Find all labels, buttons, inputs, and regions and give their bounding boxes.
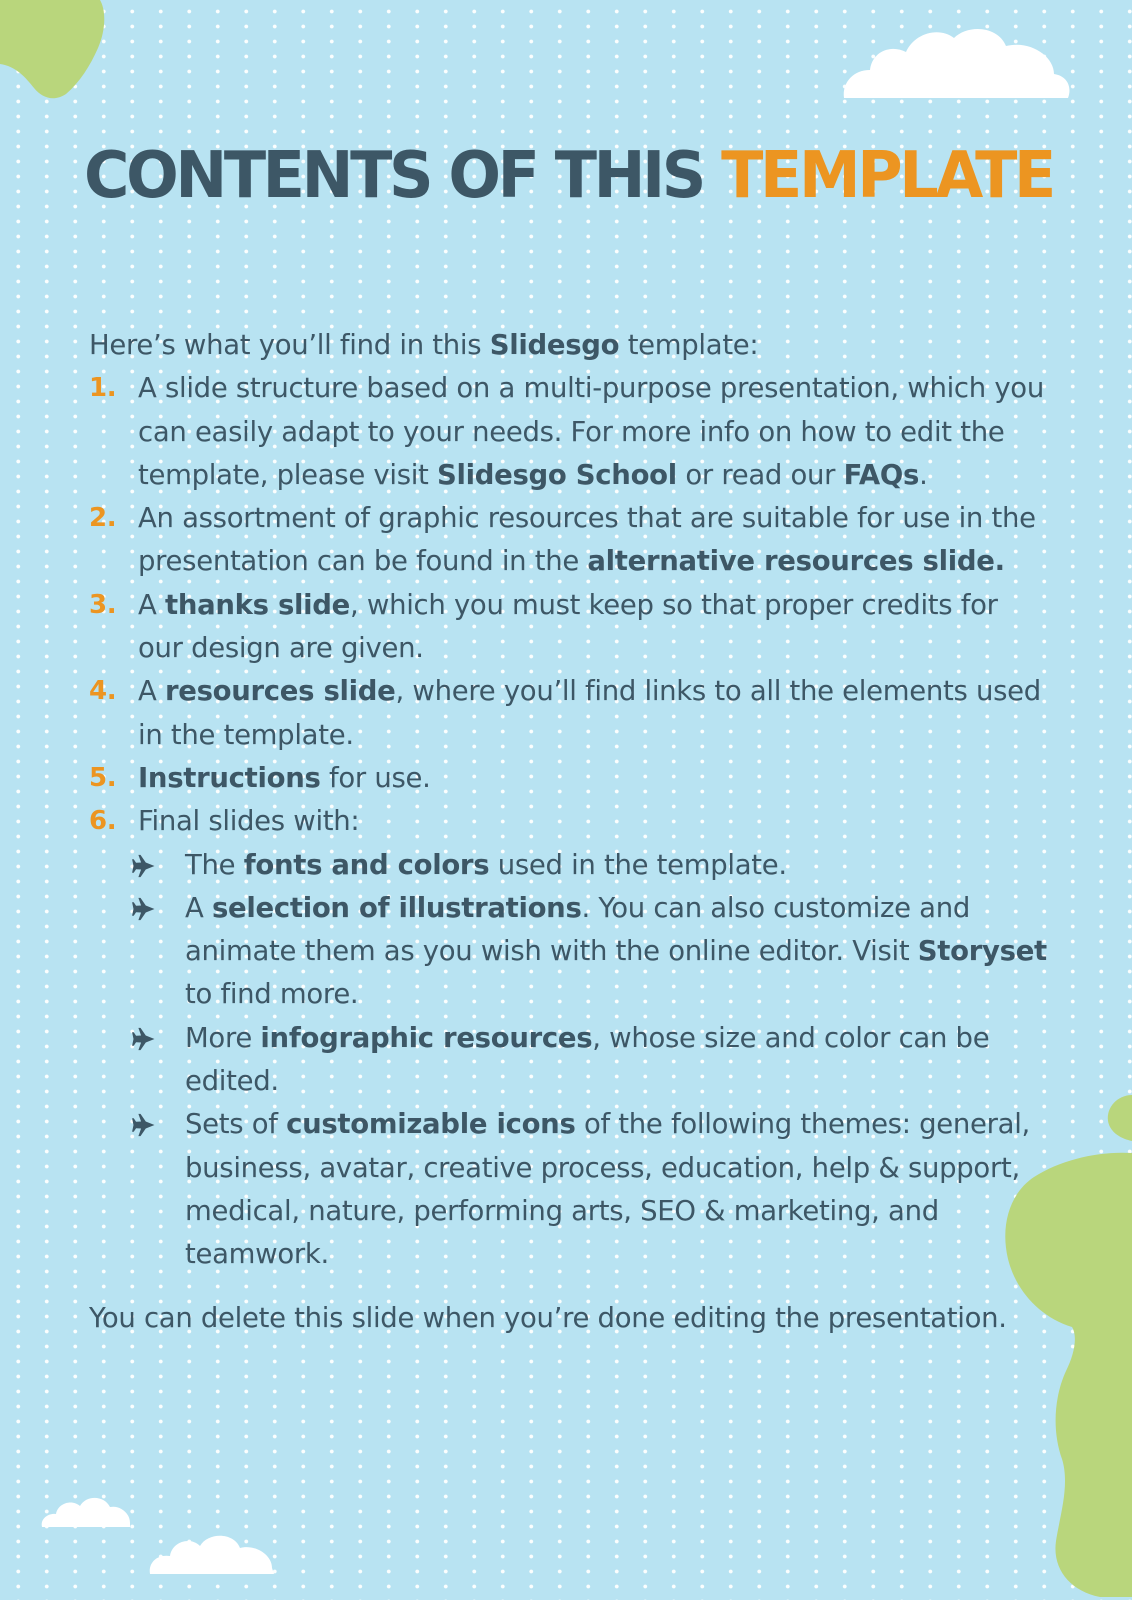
sublist-item: [138, 844, 1049, 887]
sublist-item: [138, 887, 1049, 1017]
subitem-text: used in the template.: [489, 848, 787, 881]
sublist-item: [138, 1103, 1049, 1276]
list-item: [89, 800, 1049, 1276]
list-item: [89, 497, 1049, 584]
subitem-bold-text: infographic resources: [260, 1021, 593, 1054]
green-blob-top-left: [0, 0, 110, 100]
subitem-text: , whose size and color can be edited.: [185, 1021, 990, 1098]
item-text: , which you must keep so that proper credits for our design are given.: [138, 588, 998, 665]
item-bold-text: thanks slide: [164, 588, 351, 621]
list-item: [89, 584, 1049, 671]
item-bold-text: Instructions: [138, 761, 321, 794]
item-number: 4.: [89, 676, 117, 707]
subitem-text: of the following themes: general, business, avatar, creative process, education, help & support, medical, nature, performing arts, SEO & marketing, and teamwork.: [185, 1108, 1030, 1271]
item-text: , where you’ll find links to all the elements used in the template.: [138, 675, 1041, 751]
final-slides-sublist: [138, 844, 1049, 1277]
item-number: 6.: [89, 806, 117, 837]
item-text: A: [138, 588, 165, 621]
airplane-icon: [130, 1025, 158, 1053]
contents-list: [89, 367, 1049, 1276]
item-text: .: [919, 458, 928, 491]
sublist-item: [138, 1017, 1049, 1104]
intro-before: Here’s what you’ll find in this: [89, 329, 490, 361]
content-body: [89, 324, 1049, 1340]
airplane-icon: [130, 1111, 158, 1139]
page-title: [84, 134, 1053, 218]
intro-text: [89, 324, 1049, 367]
item-number: 5.: [89, 762, 117, 793]
subitem-bold-text: selection of illustrations: [211, 891, 582, 924]
item-text: for use.: [320, 761, 431, 794]
item-text: Final slides with:: [138, 805, 360, 838]
title-part-accent: TEMPLATE: [721, 139, 1053, 213]
subitem-text: Sets of: [185, 1108, 287, 1141]
slidesgo-school-link[interactable]: Slidesgo School: [436, 458, 677, 491]
item-number: 3.: [89, 589, 117, 620]
cloud-bottom-left: [148, 1532, 278, 1578]
subitem-text: to find more.: [185, 978, 359, 1011]
subitem-text: More: [185, 1021, 261, 1054]
item-text: or read our: [676, 458, 844, 491]
subitem-bold-text: customizable icons: [286, 1108, 576, 1141]
item-number: 1.: [89, 373, 117, 404]
airplane-icon: [130, 852, 158, 880]
airplane-icon: [130, 895, 158, 923]
cloud-bottom-left-small: [40, 1495, 132, 1531]
storyset-link[interactable]: Storyset: [917, 935, 1047, 968]
list-item: [89, 670, 1049, 757]
item-text: An assortment of graphic resources that are suitable for use in the presentation can be found in the: [138, 502, 1036, 578]
list-item: [89, 757, 1049, 800]
title-part-main: CONTENTS OF THIS: [84, 139, 722, 213]
subitem-text: A: [185, 891, 212, 924]
intro-bold-link: Slidesgo: [489, 329, 620, 361]
cloud-top-right: [842, 22, 1072, 104]
list-item: [89, 367, 1049, 497]
item-bold-text: alternative resources slide.: [587, 545, 1005, 578]
outro-text: You can delete this slide when you’re done editing the presentation.: [89, 1301, 1007, 1334]
subitem-text: The: [185, 848, 244, 881]
subitem-text: . You can also customize and animate them as you wish with the online editor. Visit: [185, 891, 971, 968]
item-bold-text: resources slide: [164, 675, 396, 708]
faqs-link[interactable]: FAQs: [843, 458, 920, 491]
item-text: A: [138, 675, 165, 708]
item-text: A slide structure based on a multi-purpose presentation, which you can easily adapt to your needs. For more info on how to edit the template, please visit: [138, 372, 1044, 491]
item-number: 2.: [89, 503, 117, 534]
intro-after: template:: [619, 329, 759, 361]
subitem-bold-text: fonts and colors: [243, 848, 490, 881]
